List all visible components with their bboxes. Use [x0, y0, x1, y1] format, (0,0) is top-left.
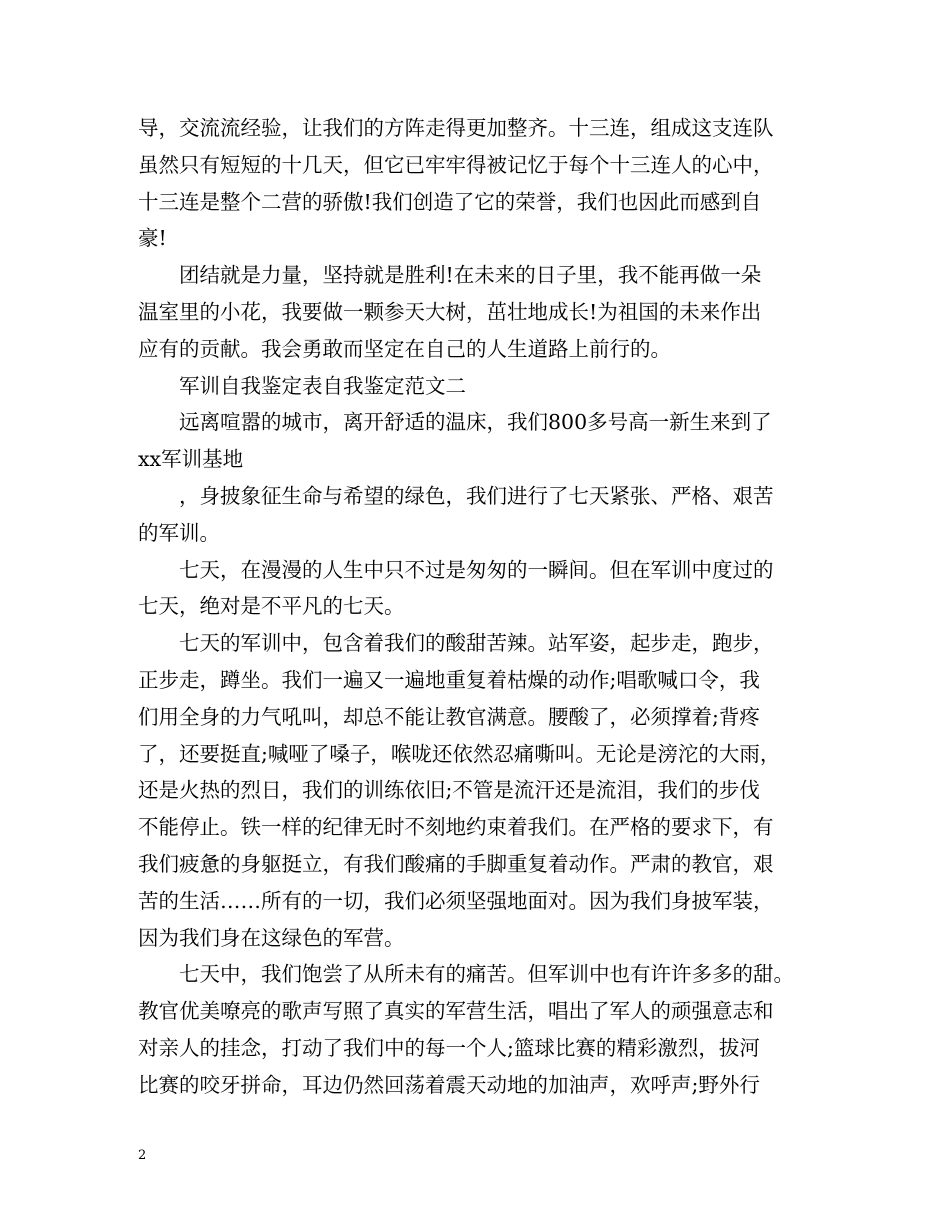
text-line: 苦的生活……所有的一切，我们必须坚强地面对。因为我们身披军装， [138, 888, 774, 913]
paragraph [138, 404, 818, 478]
paragraph [138, 110, 818, 257]
text-line: xx军训基地 [138, 447, 244, 472]
text-line: 因为我们身在这绿色的军营。 [138, 925, 405, 950]
text-line: 的军训。 [138, 520, 220, 545]
text-line: 对亲人的挂念，打动了我们中的每一个人;篮球比赛的精彩激烈，拔河 [138, 1035, 760, 1060]
paragraph [138, 257, 818, 367]
text-line: 七天中，我们饱尝了从所未有的痛苦。但军训中也有许许多多的甜。 [179, 962, 794, 987]
text-line: 不能停止。铁一样的纪律无时不刻地约束着我们。在严格的要求下，有 [138, 815, 774, 840]
page-number: 2 [138, 1148, 147, 1163]
text-line: 十三连是整个二营的骄傲!我们创造了它的荣誉，我们也因此而感到自 [138, 189, 762, 214]
text-line: 虽然只有短短的十几天，但它已牢牢得被记忆于每个十三连人的心中， [138, 152, 774, 177]
text-line: 豪! [138, 226, 167, 251]
paragraph [138, 625, 818, 956]
paragraph [138, 478, 818, 552]
text-line: 正步走，蹲坐。我们一遍又一遍地重复着枯燥的动作;唱歌喊口令，我 [138, 667, 760, 692]
document-body [138, 110, 818, 1104]
paragraph [138, 956, 818, 1103]
text-line: 远离喧嚣的城市，离开舒适的温床，我们800多号高一新生来到了 [179, 410, 772, 435]
text-line: 导，交流流经验，让我们的方阵走得更加整齐。十三连，组成这支连队 [138, 116, 774, 140]
text-line: 我们疲惫的身躯挺立，有我们酸痛的手脚重复着动作。严肃的教官，艰 [138, 851, 774, 876]
text-line: 军训自我鉴定表自我鉴定范文二 [179, 373, 466, 398]
text-line: 还是火热的烈日，我们的训练依旧;不管是流汗还是流泪，我们的步伐 [138, 778, 760, 803]
text-line: 了，还要挺直;喊哑了嗓子，喉咙还依然忍痛嘶叫。无论是滂沱的大雨， [138, 741, 781, 766]
text-line: 七天，在漫漫的人生中只不过是匆匆的一瞬间。但在军训中度过的 [179, 557, 774, 582]
text-line: 教官优美嘹亮的歌声写照了真实的军营生活，唱出了军人的顽强意志和 [138, 999, 774, 1024]
text-line: 七天的军训中，包含着我们的酸甜苦辣。站军姿，起步走，跑步， [179, 631, 774, 656]
paragraph [138, 552, 818, 626]
text-line: 们用全身的力气吼叫，却总不能让教官满意。腰酸了，必须撑着;背疼 [138, 704, 760, 729]
paragraph [138, 368, 818, 405]
text-line: 团结就是力量，坚持就是胜利!在未来的日子里，我不能再做一朵 [179, 263, 762, 288]
text-line: 温室里的小花，我要做一颗参天大树，茁壮地成长!为祖国的未来作出 [138, 299, 762, 324]
text-line: ，身披象征生命与希望的绿色，我们进行了七天紧张、严格、艰苦 [179, 483, 774, 508]
text-line: 比赛的咬牙拼命，耳边仍然回荡着震天动地的加油声，欢呼声;野外行 [138, 1072, 760, 1097]
text-line: 七天，绝对是不平凡的七天。 [138, 594, 405, 619]
text-line: 应有的贡献。我会勇敢而坚定在自己的人生道路上前行的。 [138, 336, 671, 361]
